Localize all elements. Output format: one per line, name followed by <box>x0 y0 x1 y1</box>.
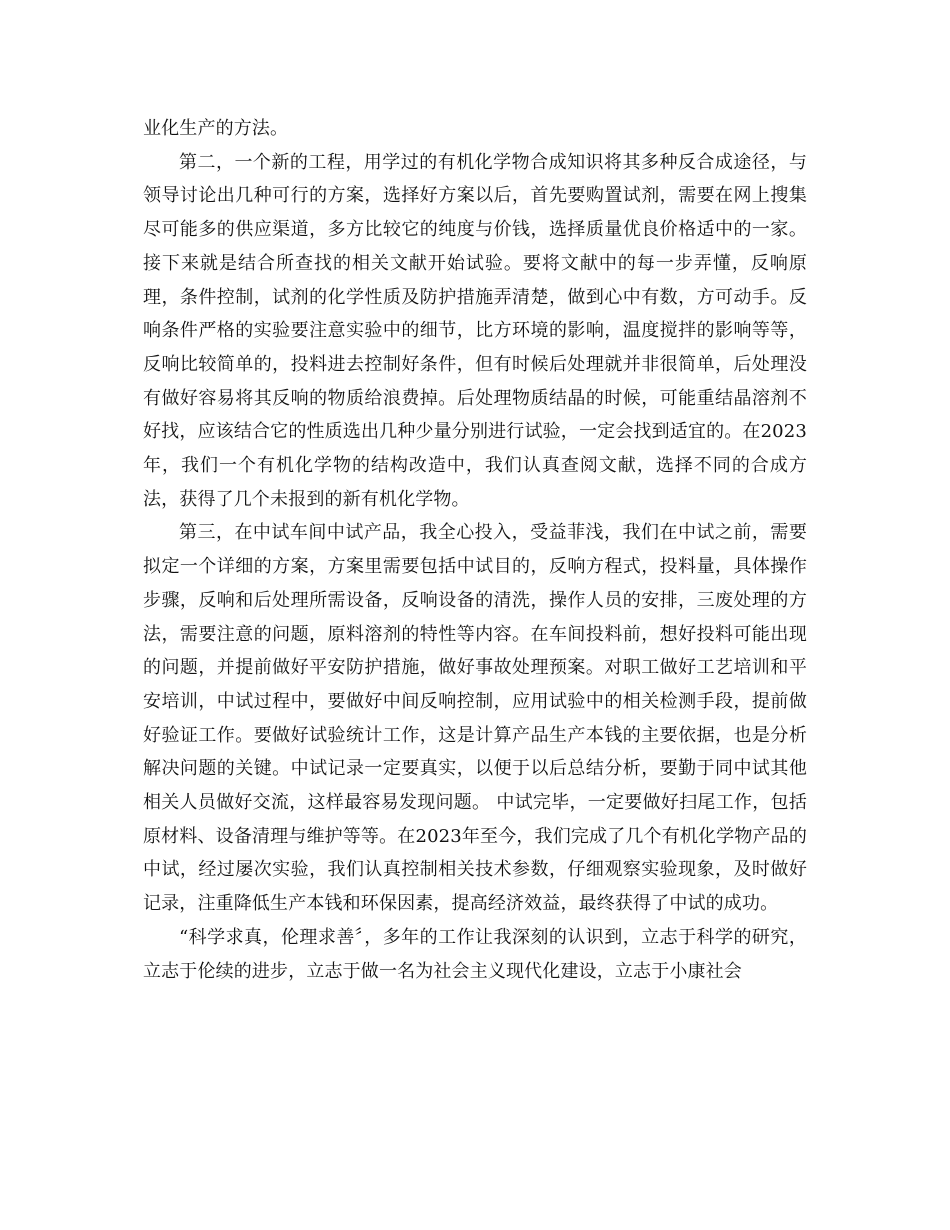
document-body <box>143 112 807 988</box>
paragraph-science-ethics: “科学求真，伦理求善〞，多年的工作让我深刻的认识到，立志于科学的研究，立志于伦续的进步，立志于做一名为社会主义现代化建设，立志于小康社会 <box>143 926 807 982</box>
paragraph-third-point: 第三，在中试车间中试产品，我全心投入，受益菲浅，我们在中试之前，需要拟定一个详细的方案，方案里需要包括中试目的，反响方程式，投料量，具体操作步骤，反响和后处理所需设备，反响设备的清洗，操作人员的安排，三废处理的方法，需要注意的问题，原料溶剂的特性等内容。在车间投料前，想好投料可能出现的问题，并提前做好平安防护措施，做好事故处理预案。对职工做好工艺培训和平安培训，中试过程中，要做好中间反响控制，应用试验中的相关检测手段，提前做好验证工作。要做好试验统计工作，这是计算产品生产本钱的主要依据，也是分析解决问题的关键。中试记录一定要真实，以便于以后总结分析，要勤于同中试其他相关人员做好交流，这样最容易发现问题。 中试完毕，一定要做好扫尾工作，包括原材料、设备清理与维护等等。在2023年至今，我们完成了几个有机化学物产品的中试，经过屡次实验，我们认真控制相关技术参数，仔细观察实验现象，及时做好记录，注重降低生产本钱和环保因素，提高经济效益，最终获得了中试的成功。 <box>143 522 807 915</box>
paragraph-continuation: 业化生产的方法。 <box>143 118 289 139</box>
paragraph-second-point: 第二，一个新的工程，用学过的有机化学物合成知识将其多种反合成途径，与领导讨论出几种可行的方案，选择好方案以后，首先要购置试剂，需要在网上搜集尽可能多的供应渠道，多方比较它的纯度与价钱，选择质量优良价格适中的一家。接下来就是结合所查找的相关文献开始试验。要将文献中的每一步弄懂，反响原理，条件控制，试剂的化学性质及防护措施弄清楚，做到心中有数，方可动手。反响条件严格的实验要注意实验中的细节，比方环境的影响，温度搅拌的影响等等，反响比较简单的，投料进去控制好条件，但有时候后处理就并非很简单，后处理没有做好容易将其反响的物质给浪费掉。后处理物质结晶的时候，可能重结晶溶剂不好找，应该结合它的性质选出几种少量分别进行试验，一定会找到适宜的。在2023年，我们一个有机化学物的结构改造中，我们认真查阅文献，选择不同的合成方法，获得了几个未报到的新有机化学物。 <box>143 151 807 510</box>
